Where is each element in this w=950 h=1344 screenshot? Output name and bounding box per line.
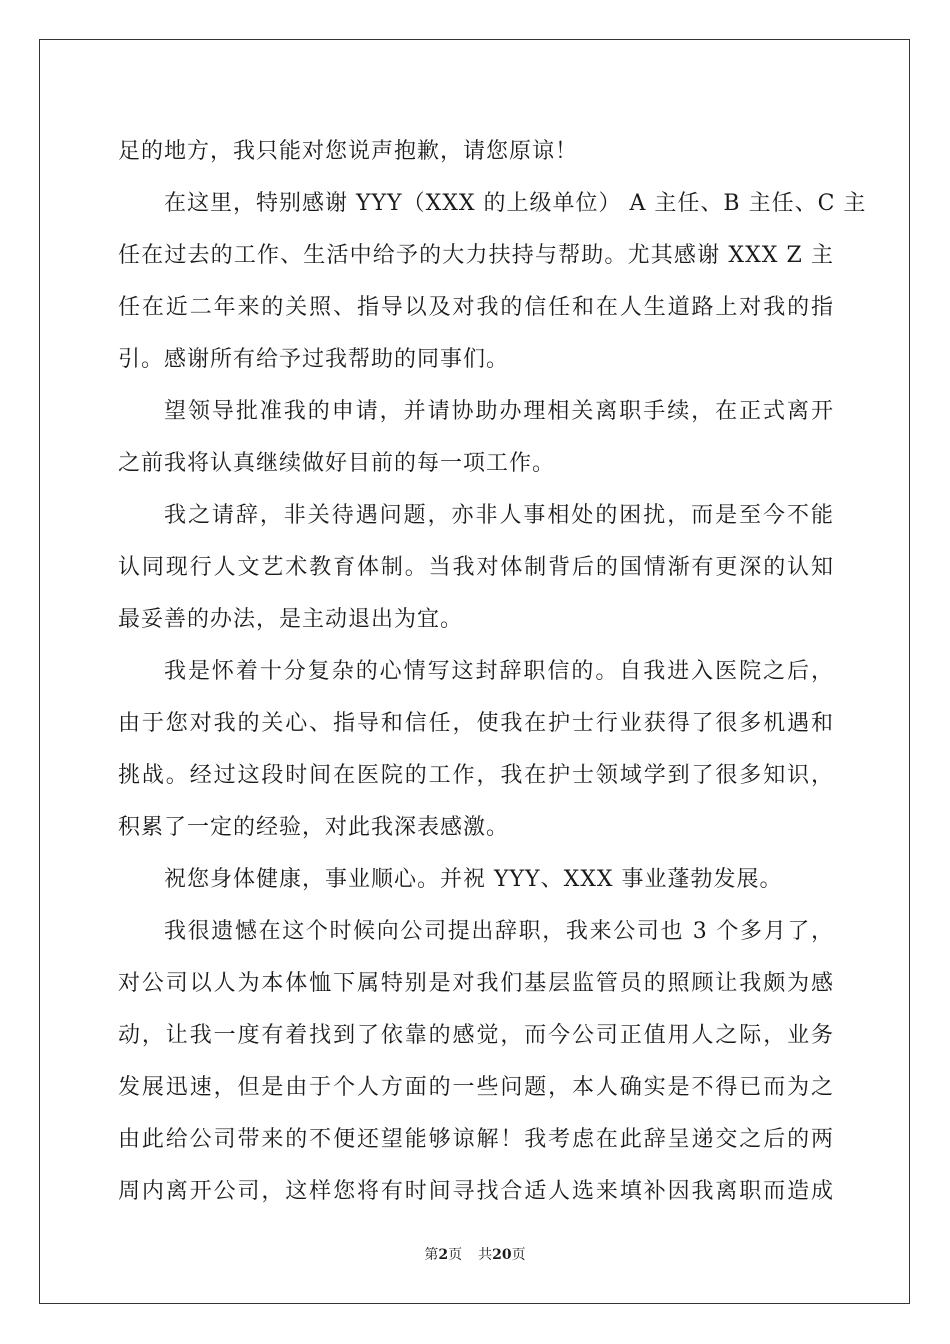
text-line [118,334,834,386]
text-line [118,958,834,1010]
text-line [118,438,834,490]
text-line-content: 我之请辞，非关待遇问题，亦非人事相处的困扰，而是至今不能 [164,503,834,528]
text-line-content: 我是怀着十分复杂的心情写这封辞职信的。自我进入医院之后， [164,659,834,684]
text-line-content: 发展迅速，但是由于个人方面的一些问题，本人确实是不得已而为之 [118,1075,834,1100]
text-line [118,802,834,854]
text-line-content: 动，让我一度有着找到了依靠的感觉，而今公司正值用人之际，业务 [118,1023,834,1048]
text-line [118,906,834,958]
text-line [118,542,834,594]
text-line-content: 最妥善的办法，是主动退出为宜。 [118,607,464,632]
text-line [118,646,834,698]
text-line [118,1114,834,1166]
text-line-content: 认同现行人文艺术教育体制。当我对体制背后的国情渐有更深的认知 [118,555,834,580]
text-line-content: 在这里，特别感谢 YYY（XXX 的上级单位） A 主任、B 主任、C 主 [164,191,867,216]
text-line [118,386,834,438]
text-line [118,1166,834,1218]
text-line [118,230,834,282]
text-line-content: 祝您身体健康，事业顺心。并祝 YYY、XXX 事业蓬勃发展。 [164,867,783,892]
text-line-content: 周内离开公司，这样您将有时间寻找合适人选来填补因我离职而造成 [118,1179,834,1204]
text-line-content: 任在过去的工作、生活中给予的大力扶持与帮助。尤其感谢 XXX Z 主 [118,243,834,268]
text-line [118,126,834,178]
text-line-content: 对公司以人为本体恤下属特别是对我们基层监管员的照顾让我颇为感 [118,971,834,996]
text-line [118,490,834,542]
footer-page-prefix: 第 [424,1247,439,1263]
footer-page-number: 2 [438,1247,449,1263]
text-line [118,594,834,646]
text-line [118,698,834,750]
text-line [118,854,834,906]
text-line [118,1010,834,1062]
text-line-content: 望领导批准我的申请，并请协助办理相关离职手续，在正式离开 [164,399,834,424]
text-line-content: 挑战。经过这段时间在医院的工作，我在护士领域学到了很多知识， [118,763,834,788]
text-line-content: 由此给公司带来的不便还望能够谅解！我考虑在此辞呈递交之后的两 [118,1127,834,1152]
footer-total-suffix: 页 [511,1247,526,1263]
text-line-content: 足的地方，我只能对您说声抱歉，请您原谅！ [118,139,579,164]
text-line-content: 任在近二年来的关照、指导以及对我的信任和在人生道路上对我的指 [118,295,834,320]
footer-page-suffix: 页 [448,1247,463,1263]
text-line-content: 之前我将认真继续做好目前的每一项工作。 [118,451,556,476]
document-body [118,126,867,1218]
text-line-content: 我很遗憾在这个时候向公司提出辞职，我来公司也 3 个多月了， [164,919,834,944]
text-line-content: 由于您对我的关心、指导和信任，使我在护士行业获得了很多机遇和 [118,711,834,736]
text-line-content: 积累了一定的经验，对此我深表感激。 [118,815,510,840]
footer-total-pages: 20 [492,1247,512,1263]
text-line [118,750,834,802]
text-line [118,282,834,334]
footer-total-prefix: 共 [478,1247,493,1263]
text-line [118,1062,834,1114]
text-line-content: 引。感谢所有给予过我帮助的同事们。 [118,347,510,372]
page-footer [0,1244,950,1264]
text-line [118,178,867,230]
